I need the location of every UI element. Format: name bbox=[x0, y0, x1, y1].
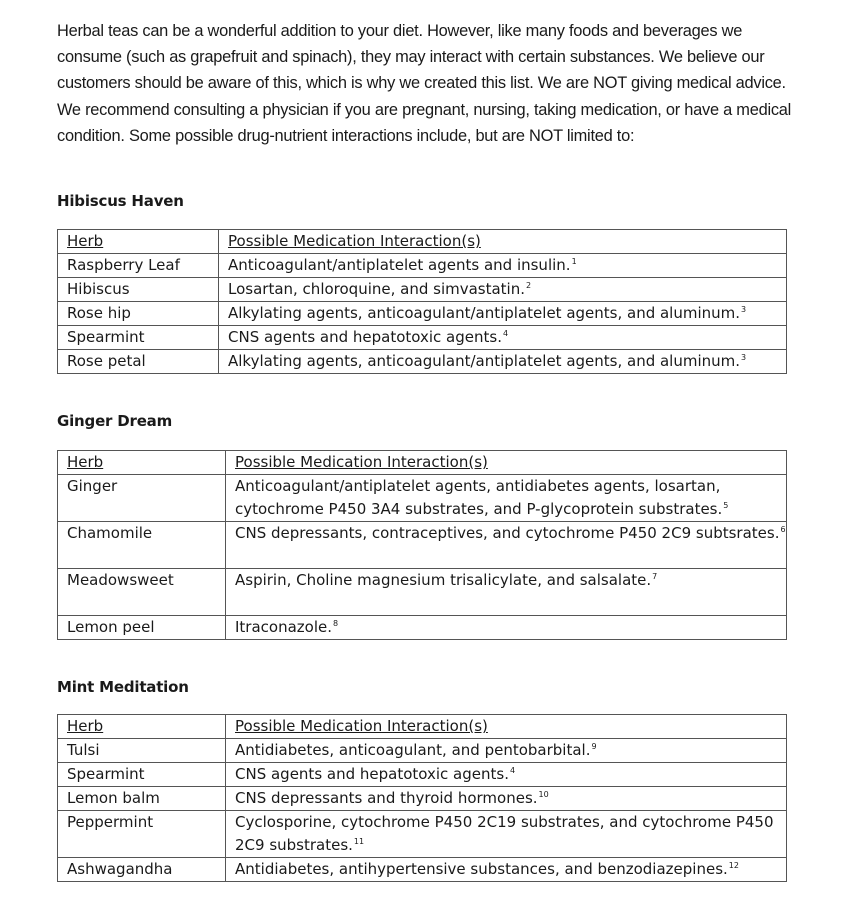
herb-cell: Peppermint bbox=[58, 811, 226, 858]
intro-paragraph: Herbal teas can be a wonderful addition to your diet. However, like many foods and beverages we consume (such as grapefruit and spinach), they may interact with certain substances. We believe our customers should be aware of this, which is why we created this list. We are NOT giving medical advice. We recommend consulting a physician if you are pregnant, nursing, taking medication, or have a medical condition. Some possible drug-nutrient interactions include, but are NOT limited to: bbox=[57, 22, 792, 145]
interaction-cell bbox=[226, 522, 787, 569]
herb-cell: Hibiscus bbox=[58, 278, 219, 302]
header-interaction: Possible Medication Interaction(s) bbox=[226, 715, 787, 739]
table-row bbox=[58, 254, 787, 278]
header-interaction: Possible Medication Interaction(s) bbox=[219, 230, 787, 254]
interaction-cell bbox=[226, 811, 787, 858]
interaction-cell bbox=[226, 739, 787, 763]
interaction-cell bbox=[226, 569, 787, 616]
interaction-text: Anticoagulant/antiplatelet agents, antidiabetes agents, losartan, cytochrome P450 3A4 substrates, and P-glycoprotein substrates. bbox=[235, 477, 723, 518]
table-row bbox=[58, 616, 787, 640]
table-row bbox=[58, 302, 787, 326]
interaction-cell bbox=[226, 787, 787, 811]
header-herb: Herb bbox=[58, 230, 219, 254]
interaction-cell bbox=[219, 254, 787, 278]
table-row bbox=[58, 787, 787, 811]
footnote-ref: 6 bbox=[780, 525, 786, 534]
interaction-text: Losartan, chloroquine, and simvastatin. bbox=[228, 280, 526, 298]
interaction-text: Anticoagulant/antiplatelet agents and insulin. bbox=[228, 256, 571, 274]
table-row bbox=[58, 326, 787, 350]
interaction-text: CNS depressants and thyroid hormones. bbox=[235, 789, 538, 807]
herb-cell: Ashwagandha bbox=[58, 858, 226, 882]
interaction-text: CNS agents and hepatotoxic agents. bbox=[228, 328, 502, 346]
herb-cell: Ginger bbox=[58, 475, 226, 522]
herb-cell: Chamomile bbox=[58, 522, 226, 569]
interaction-text: Cyclosporine, cytochrome P450 2C19 substrates, and cytochrome P450 2C9 substrates. bbox=[235, 813, 774, 854]
footnote-ref: 3 bbox=[741, 305, 747, 314]
table-header-row bbox=[58, 230, 787, 254]
section-title-mint-meditation: Mint Meditation bbox=[57, 678, 189, 696]
interaction-cell bbox=[226, 858, 787, 882]
interaction-cell bbox=[219, 278, 787, 302]
interaction-text: CNS agents and hepatotoxic agents. bbox=[235, 765, 509, 783]
footnote-ref: 4 bbox=[502, 329, 509, 338]
footnote-ref: 9 bbox=[591, 742, 597, 751]
interaction-text: Alkylating agents, anticoagulant/antiplatelet agents, and aluminum. bbox=[228, 352, 741, 370]
footnote-ref: 4 bbox=[509, 766, 516, 775]
footnote-ref: 2 bbox=[526, 281, 532, 290]
footnote-ref: 12 bbox=[728, 861, 739, 870]
interaction-text: Alkylating agents, anticoagulant/antiplatelet agents, and aluminum. bbox=[228, 304, 741, 322]
table-mint-meditation bbox=[57, 714, 787, 882]
interaction-cell bbox=[219, 326, 787, 350]
interaction-cell bbox=[226, 616, 787, 640]
table-row bbox=[58, 739, 787, 763]
section-title-ginger-dream: Ginger Dream bbox=[57, 412, 173, 430]
table-row bbox=[58, 475, 787, 522]
interaction-cell bbox=[226, 475, 787, 522]
herb-cell: Rose hip bbox=[58, 302, 219, 326]
table-row bbox=[58, 763, 787, 787]
table-ginger-dream bbox=[57, 450, 787, 640]
herb-cell: Raspberry Leaf bbox=[58, 254, 219, 278]
herb-cell: Tulsi bbox=[58, 739, 226, 763]
footnote-ref: 5 bbox=[723, 501, 729, 510]
footnote-ref: 8 bbox=[333, 619, 339, 628]
table-hibiscus-haven bbox=[57, 229, 787, 374]
interaction-cell bbox=[219, 302, 787, 326]
table-row bbox=[58, 811, 787, 858]
table-row bbox=[58, 858, 787, 882]
table-row bbox=[58, 278, 787, 302]
herb-cell: Spearmint bbox=[58, 326, 219, 350]
herb-cell: Lemon balm bbox=[58, 787, 226, 811]
header-herb: Herb bbox=[58, 715, 226, 739]
interaction-cell bbox=[226, 763, 787, 787]
interaction-text: CNS depressants, contraceptives, and cytochrome P450 2C9 subtsrates. bbox=[235, 524, 780, 542]
table-row bbox=[58, 522, 787, 569]
footnote-ref: 7 bbox=[652, 572, 658, 581]
interaction-text: Antidiabetes, antihypertensive substances, and benzodiazepines. bbox=[235, 860, 728, 878]
footnote-ref: 1 bbox=[571, 257, 577, 266]
section-title-hibiscus-haven: Hibiscus Haven bbox=[57, 192, 184, 210]
herb-cell: Spearmint bbox=[58, 763, 226, 787]
table-header-row bbox=[58, 715, 787, 739]
footnote-ref: 10 bbox=[538, 790, 549, 799]
table-row bbox=[58, 350, 787, 374]
footnote-ref: 11 bbox=[353, 837, 365, 846]
header-herb: Herb bbox=[58, 451, 226, 475]
herb-cell: Rose petal bbox=[58, 350, 219, 374]
footnote-ref: 3 bbox=[741, 353, 747, 362]
interaction-text: Itraconazole. bbox=[235, 618, 333, 636]
herb-cell: Lemon peel bbox=[58, 616, 226, 640]
interaction-text: Aspirin, Choline magnesium trisalicylate, and salsalate. bbox=[235, 571, 652, 589]
header-interaction: Possible Medication Interaction(s) bbox=[226, 451, 787, 475]
interaction-cell bbox=[219, 350, 787, 374]
interaction-text: Antidiabetes, anticoagulant, and pentobarbital. bbox=[235, 741, 591, 759]
herb-cell: Meadowsweet bbox=[58, 569, 226, 616]
table-row bbox=[58, 569, 787, 616]
table-header-row bbox=[58, 451, 787, 475]
